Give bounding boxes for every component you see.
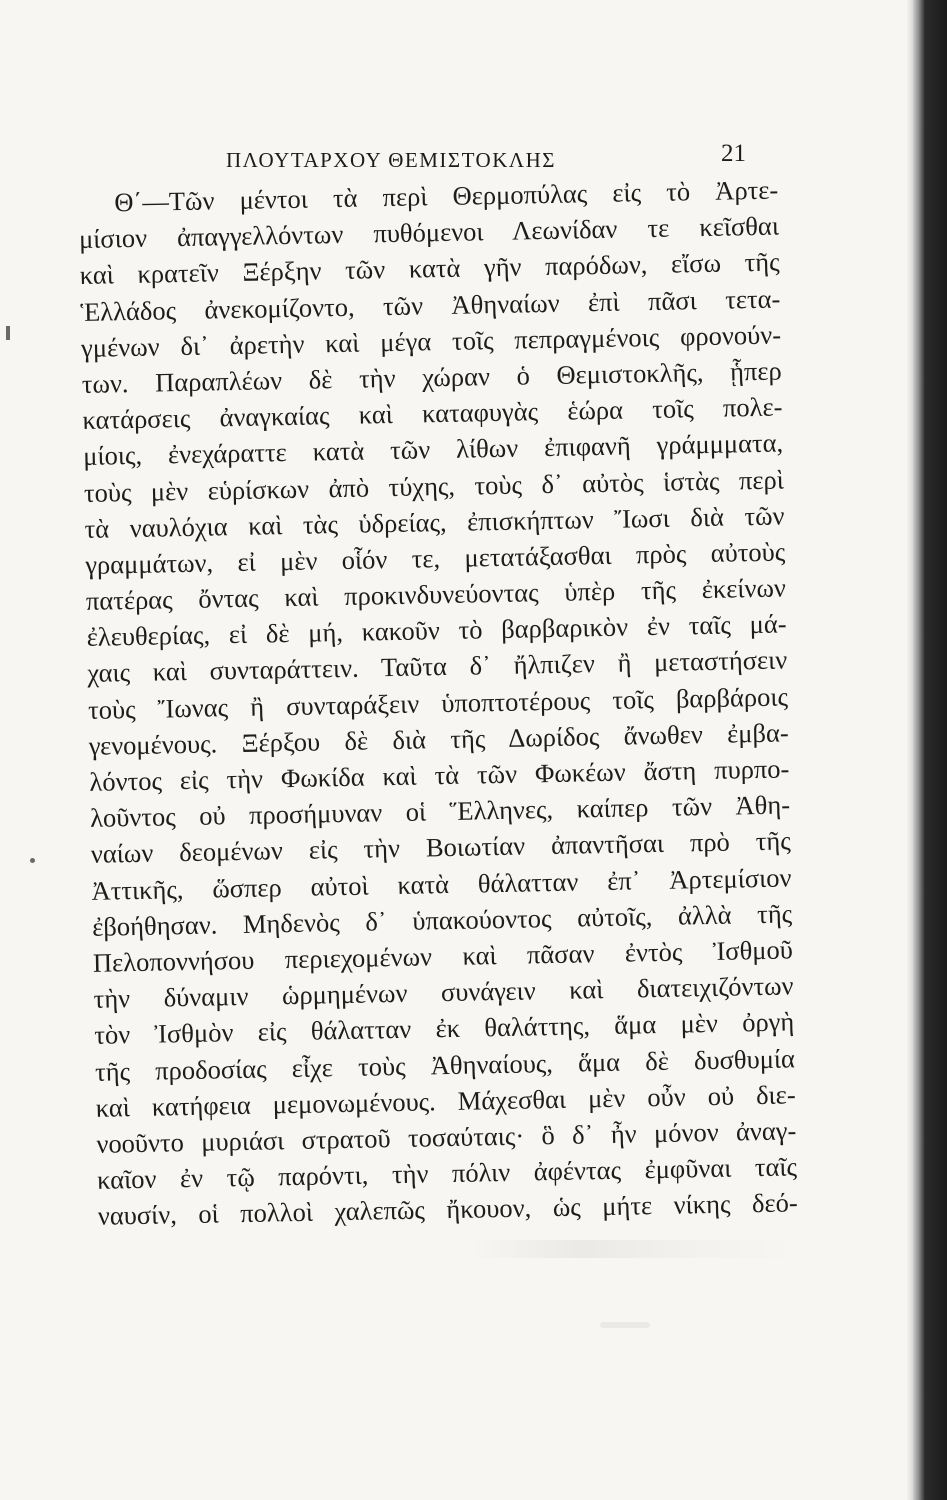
text-line: καὶ κατήφεια μεμονωμένους. Μάχεσθαι μὲν οὖν οὐ διε- <box>95 1079 796 1123</box>
body-text <box>78 172 798 1235</box>
text-line: τοὺς Ἴωνας ἢ συνταράξειν ὑποπτοτέρους τοῖς βαρβάροις <box>87 681 789 725</box>
text-line: καῖον ἐν τῷ παρόντι, τὴν πόλιν ἀφέντας ἐμφῦναι ταῖς <box>96 1151 798 1195</box>
text-line: τῆς προδοσίας εἶχε τοὺς Ἀθηναίους, ἅμα δὲ δυσθυμία <box>94 1042 796 1087</box>
text-line: νοοῦντο μυριάσι στρατοῦ τοσαύταις· ὃ δ᾽ ἦν μόνον ἀναγ- <box>96 1115 797 1159</box>
text-line: Ἀττικῆς, ὥσπερ αὐτοὶ κατὰ θάλατταν ἐπ᾽ Ἀρτεμίσιον <box>91 861 792 906</box>
text-line: μίοις, ἐνεχάραττε κατὰ τῶν λίθων ἐπιφανῆ γράμμματα, <box>82 427 784 472</box>
text-line: τὸν Ἰσθμὸν εἰς θάλατταν ἐκ θαλάττης, ἅμα μὲν ὀργὴ <box>94 1006 795 1051</box>
scan-edge <box>913 0 947 1500</box>
text-line: Ἑλλάδος ἀνεκομίζοντο, τῶν Ἀθηναίων ἐπὶ πᾶσι τετα- <box>80 283 781 327</box>
text-line: ναυσίν, οἱ πολλοὶ χαλεπῶς ἤκουον, ὡς μήτε νίκης δεό- <box>97 1187 798 1232</box>
text-line: γενομένους. Ξέρξου δὲ διὰ τῆς Δωρίδος ἄνωθεν ἐμβα- <box>88 717 789 761</box>
text-line: χαις καὶ συνταράττειν. Ταῦτα δ᾽ ἤλπιζεν ἢ μεταστήσειν <box>87 644 788 689</box>
text-line: λοῦντος οὐ προσήμυναν οἱ Ἕλληνες, καίπερ τῶν Ἀθη- <box>89 789 791 834</box>
show-through-bleed <box>470 1240 800 1258</box>
running-title: ΠΛΟΥΤΑΡΧΟΥ ΘΕΜΙΣΤΟΚΛΗΣ <box>226 148 557 172</box>
text-line: τὰ ναυλόχια καὶ τὰς ὑδρείας, ἐπισκήπτων Ἴωσι διὰ τῶν <box>84 500 785 544</box>
text-line: γμένων δι᾽ ἀρετὴν καὶ μέγα τοῖς πεπραγμένοις φρονούν- <box>80 319 782 363</box>
text-line: Πελοποννήσου περιεχομένων καὶ πᾶσαν ἐντὸς Ἰσθμοῦ <box>92 934 794 978</box>
text-line: γραμμάτων, εἰ μὲν οἷόν τε, μετατάξασθαι πρὸς αὐτοὺς <box>85 536 786 580</box>
text-line: καὶ κρατεῖν Ξέρξην τῶν κατὰ γῆν παρόδων, εἴσω τῆς <box>79 246 780 291</box>
page-number: 21 <box>721 140 746 167</box>
text-line: λόντος εἰς τὴν Φωκίδα καὶ τὰ τῶν Φωκέων ἄστη πυρπο- <box>89 753 790 797</box>
text-line: των. Παραπλέων δὲ τὴν χώραν ὁ Θεμιστοκλῆς, ᾗπερ <box>81 355 782 399</box>
margin-mark <box>30 858 35 863</box>
text-line: ἐβοήθησαν. Μηδενὸς δ᾽ ὑπακούοντος αὐτοῖς, ἀλλὰ τῆς <box>91 898 793 942</box>
text-line: Θ΄—Τῶν μέντοι τὰ περὶ Θερμοπύλας εἰς τὸ Ἀρτε- <box>114 174 779 218</box>
margin-mark <box>6 326 10 340</box>
text-line: τὴν δύναμιν ὡρμημένων συνάγειν καὶ διατειχιζόντων <box>93 970 794 1014</box>
text-line: κατάρσεις ἀναγκαίας καὶ καταφυγὰς ἑώρα τοῖς πολε- <box>82 391 783 436</box>
text-line: μίσιον ἀπαγγελλόντων πυθόμενοι Λεωνίδαν τε κεῖσθαι <box>78 210 780 255</box>
text-line: ἐλευθερίας, εἰ δὲ μή, κακοῦν τὸ βαρβαρικὸν ἐν ταῖς μά- <box>86 608 787 653</box>
page-smudge <box>600 1322 650 1328</box>
text-line: πατέρας ὄντας καὶ προκινδυνεύοντας ὑπὲρ τῆς ἐκείνων <box>85 572 787 616</box>
text-line: τοὺς μὲν εὑρίσκων ἀπὸ τύχης, τοὺς δ᾽ αὐτὸς ἱστὰς περὶ <box>83 464 785 508</box>
text-line: ναίων δεομένων εἰς τὴν Βοιωτίαν ἀπαντῆσαι πρὸ τῆς <box>90 825 792 870</box>
